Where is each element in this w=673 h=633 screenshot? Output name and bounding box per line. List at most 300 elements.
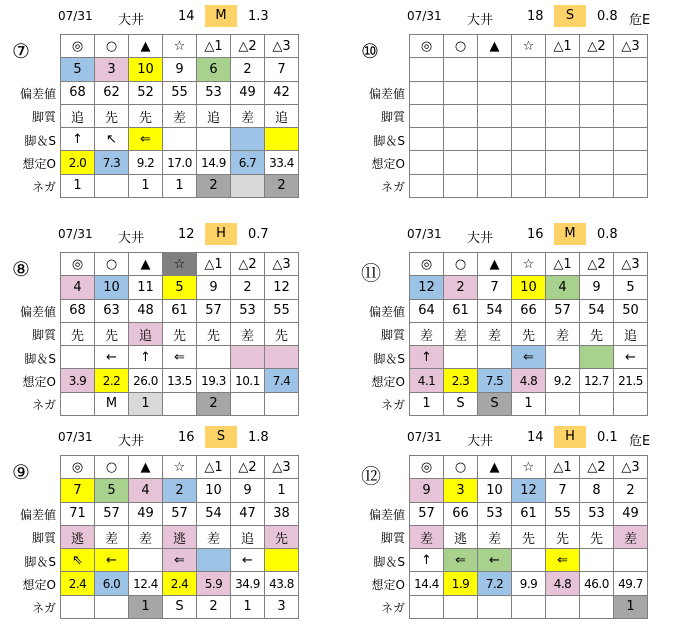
leg-speed-cell: ← <box>614 346 648 369</box>
race-header <box>349 222 673 246</box>
horse-number-row <box>61 58 299 81</box>
race-number: ⑩ <box>361 39 379 63</box>
deviation-cell: 57 <box>410 502 444 525</box>
odds-cell: 14.4 <box>410 572 444 595</box>
deviation-cell: 57 <box>163 502 197 525</box>
horse-number-cell: 5 <box>61 58 95 81</box>
row-label: 想定O <box>22 156 56 171</box>
running-style-cell: 差 <box>197 525 231 548</box>
horse-number-cell <box>512 58 546 81</box>
odds-row <box>410 369 648 392</box>
horse-number-cell: 2 <box>163 479 197 502</box>
deviation-cell: 53 <box>580 502 614 525</box>
deviation-cell: 55 <box>163 81 197 104</box>
race-number: ⑧ <box>12 257 30 281</box>
row-label: 脚質 <box>380 110 405 125</box>
negative-cell: 1 <box>163 174 197 197</box>
running-style-cell <box>546 104 580 127</box>
horse-number-cell: 2 <box>444 276 478 299</box>
odds-cell: 4.8 <box>512 369 546 392</box>
leg-speed-cell: ⇐ <box>163 549 197 572</box>
running-style-cell: 差 <box>444 322 478 345</box>
row-label: ネガ <box>380 180 405 195</box>
negative-cell <box>61 595 95 618</box>
odds-cell: 6.7 <box>231 151 265 174</box>
negative-cell <box>95 174 129 197</box>
leg-speed-cell <box>197 128 231 151</box>
odds-cell: 34.9 <box>231 572 265 595</box>
mark-cell: △1 <box>546 35 580 58</box>
negative-cell: 1 <box>129 392 163 415</box>
running-style-cell: 追 <box>614 322 648 345</box>
odds-cell: 13.5 <box>163 369 197 392</box>
deviation-cell: 49 <box>614 502 648 525</box>
leg-speed-cell <box>614 549 648 572</box>
mark-cell: △1 <box>546 456 580 479</box>
negative-cell: 3 <box>265 595 299 618</box>
mark-cell: ○ <box>444 253 478 276</box>
negative-cell <box>444 174 478 197</box>
deviation-cell: 68 <box>61 81 95 104</box>
deviation-row <box>410 81 648 104</box>
negative-cell <box>512 595 546 618</box>
leg-speed-cell <box>61 346 95 369</box>
race-track: 大井 <box>467 13 494 28</box>
leg-speed-cell <box>580 549 614 572</box>
leg-speed-cell <box>410 128 444 151</box>
running-style-cell: 先 <box>197 322 231 345</box>
odds-cell: 4.1 <box>410 369 444 392</box>
deviation-cell: 61 <box>163 299 197 322</box>
runner-count: 16 <box>178 430 195 445</box>
mark-cell: △3 <box>265 456 299 479</box>
negative-cell <box>580 392 614 415</box>
mark-row <box>410 35 648 58</box>
negative-cell <box>546 392 580 415</box>
horse-number-cell: 3 <box>444 479 478 502</box>
grade-value: 0.8 <box>597 227 618 242</box>
deviation-cell <box>478 81 512 104</box>
race-date: 07/31 <box>407 9 442 23</box>
deviation-cell: 47 <box>231 502 265 525</box>
mark-cell: △2 <box>231 253 265 276</box>
mark-cell: △1 <box>197 456 231 479</box>
row-label: ネガ <box>380 601 405 616</box>
row-label: ネガ <box>31 398 56 413</box>
deviation-cell: 54 <box>580 299 614 322</box>
mark-row <box>410 456 648 479</box>
deviation-cell: 50 <box>614 299 648 322</box>
running-style-cell: 先 <box>163 322 197 345</box>
row-labels <box>349 504 407 620</box>
row-label: 脚質 <box>380 328 405 343</box>
race-track: 大井 <box>118 231 145 246</box>
odds-cell: 49.7 <box>614 572 648 595</box>
mark-cell: ◎ <box>410 253 444 276</box>
negative-cell: 1 <box>512 392 546 415</box>
odds-cell: 2.4 <box>163 572 197 595</box>
negative-cell <box>163 392 197 415</box>
leg-speed-cell <box>444 346 478 369</box>
running-style-cell <box>444 104 478 127</box>
running-style-cell <box>478 104 512 127</box>
running-style-cell: 差 <box>410 525 444 548</box>
race-track: 大井 <box>118 13 145 28</box>
horse-number-cell: 2 <box>231 58 265 81</box>
deviation-cell: 71 <box>61 502 95 525</box>
row-label: 想定O <box>22 374 56 389</box>
running-style-cell <box>410 104 444 127</box>
odds-cell <box>614 151 648 174</box>
leg-speed-row <box>410 549 648 572</box>
running-style-cell: 追 <box>61 104 95 127</box>
deviation-cell: 66 <box>512 299 546 322</box>
mark-cell: ○ <box>95 456 129 479</box>
mark-cell: ○ <box>444 456 478 479</box>
horse-number-cell: 12 <box>265 276 299 299</box>
row-label: 脚＆S <box>24 554 56 569</box>
mark-cell: ☆ <box>512 456 546 479</box>
row-label: 想定O <box>371 374 405 389</box>
odds-cell: 12.7 <box>580 369 614 392</box>
odds-cell: 1.9 <box>444 572 478 595</box>
horse-number-cell: 1 <box>265 479 299 502</box>
odds-row <box>410 151 648 174</box>
deviation-cell: 55 <box>265 299 299 322</box>
odds-cell: 43.8 <box>265 572 299 595</box>
runner-count: 12 <box>178 227 195 242</box>
odds-cell <box>580 151 614 174</box>
race-header <box>0 425 336 449</box>
row-label: 偏差値 <box>19 87 56 101</box>
running-style-cell: 追 <box>197 104 231 127</box>
horse-number-cell: 12 <box>410 276 444 299</box>
odds-cell: 4.8 <box>546 572 580 595</box>
odds-cell: 26.0 <box>129 369 163 392</box>
leg-speed-cell <box>478 128 512 151</box>
negative-cell <box>231 392 265 415</box>
leg-speed-row <box>61 549 299 572</box>
mark-cell: ☆ <box>163 253 197 276</box>
negative-cell <box>546 174 580 197</box>
mark-row <box>61 456 299 479</box>
leg-speed-cell: ↑ <box>129 346 163 369</box>
deviation-row <box>61 502 299 525</box>
grade-value: 1.3 <box>248 9 269 24</box>
negative-cell <box>265 392 299 415</box>
mark-cell: ☆ <box>163 456 197 479</box>
negative-cell: 2 <box>197 595 231 618</box>
negative-cell <box>410 174 444 197</box>
running-style-cell: 先 <box>61 322 95 345</box>
odds-cell <box>546 151 580 174</box>
row-label: 偏差値 <box>19 305 56 319</box>
row-label: 脚＆S <box>24 351 56 366</box>
leg-speed-cell: ⇐ <box>129 128 163 151</box>
leg-speed-row <box>410 128 648 151</box>
row-label: 脚質 <box>31 328 56 343</box>
row-label: 脚質 <box>31 531 56 546</box>
leg-speed-cell: ⇐ <box>512 346 546 369</box>
odds-cell: 2.2 <box>95 369 129 392</box>
odds-cell: 46.0 <box>580 572 614 595</box>
leg-speed-cell: ← <box>95 346 129 369</box>
negative-row <box>61 174 299 197</box>
horse-number-cell: 9 <box>410 479 444 502</box>
mark-cell: △3 <box>265 253 299 276</box>
race-number: ⑨ <box>12 460 30 484</box>
odds-cell: 7.5 <box>478 369 512 392</box>
odds-cell: 17.0 <box>163 151 197 174</box>
running-style-row <box>61 104 299 127</box>
running-style-cell: 差 <box>478 525 512 548</box>
mark-cell: ◎ <box>410 35 444 58</box>
negative-cell <box>478 174 512 197</box>
leg-speed-cell <box>265 549 299 572</box>
race-grade: M <box>554 223 586 245</box>
running-style-cell: 先 <box>580 322 614 345</box>
odds-cell <box>478 151 512 174</box>
prediction-table <box>60 455 299 619</box>
deviation-cell: 62 <box>95 81 129 104</box>
horse-number-cell: 6 <box>197 58 231 81</box>
negative-cell: S <box>444 392 478 415</box>
leg-speed-row <box>410 346 648 369</box>
mark-row <box>61 253 299 276</box>
horse-number-cell: 7 <box>265 58 299 81</box>
running-style-cell: 先 <box>512 322 546 345</box>
mark-cell: △1 <box>197 35 231 58</box>
prediction-table <box>409 455 648 619</box>
race-date: 07/31 <box>407 430 442 444</box>
deviation-cell: 66 <box>444 502 478 525</box>
deviation-cell <box>580 81 614 104</box>
negative-cell: 1 <box>231 595 265 618</box>
negative-cell <box>231 174 265 197</box>
odds-cell: 9.2 <box>129 151 163 174</box>
row-label: 脚＆S <box>24 133 56 148</box>
leg-speed-cell <box>129 549 163 572</box>
running-style-row <box>61 322 299 345</box>
prediction-table <box>409 252 648 416</box>
horse-number-cell: 10 <box>197 479 231 502</box>
row-label: 偏差値 <box>368 305 405 319</box>
odds-cell <box>512 151 546 174</box>
prediction-table <box>60 34 299 198</box>
horse-number-cell <box>614 58 648 81</box>
race-header <box>349 425 673 449</box>
horse-number-cell <box>580 58 614 81</box>
horse-number-cell: 10 <box>129 58 163 81</box>
mark-cell: △2 <box>580 35 614 58</box>
leg-speed-cell <box>197 346 231 369</box>
row-label: ネガ <box>380 398 405 413</box>
deviation-cell: 57 <box>546 299 580 322</box>
horse-number-cell: 7 <box>61 479 95 502</box>
grade-value: 0.1 <box>597 430 618 445</box>
leg-speed-row <box>61 128 299 151</box>
mark-cell: △2 <box>580 456 614 479</box>
negative-cell <box>614 392 648 415</box>
running-style-cell: 差 <box>95 525 129 548</box>
horse-number-cell: 5 <box>163 276 197 299</box>
race-header <box>0 222 336 246</box>
leg-speed-cell: ↖ <box>95 128 129 151</box>
mark-cell: △2 <box>580 253 614 276</box>
leg-speed-cell <box>512 549 546 572</box>
horse-number-cell: 10 <box>95 276 129 299</box>
mark-row <box>410 253 648 276</box>
negative-cell <box>95 595 129 618</box>
running-style-cell: 先 <box>265 322 299 345</box>
odds-row <box>410 572 648 595</box>
odds-cell: 21.5 <box>614 369 648 392</box>
deviation-cell: 53 <box>197 81 231 104</box>
odds-cell: 3.9 <box>61 369 95 392</box>
horse-number-cell: 12 <box>512 479 546 502</box>
odds-cell: 9.9 <box>512 572 546 595</box>
negative-cell: 2 <box>197 392 231 415</box>
mark-cell: ◎ <box>61 253 95 276</box>
negative-cell: 2 <box>197 174 231 197</box>
deviation-cell <box>444 81 478 104</box>
leg-speed-cell: ⇐ <box>444 549 478 572</box>
negative-cell: 2 <box>265 174 299 197</box>
leg-speed-cell: ← <box>231 549 265 572</box>
deviation-row <box>410 299 648 322</box>
deviation-cell <box>410 81 444 104</box>
running-style-cell <box>580 104 614 127</box>
row-label: 脚＆S <box>373 554 405 569</box>
race-grade: M <box>205 5 237 27</box>
race-date: 07/31 <box>58 9 93 23</box>
deviation-cell: 48 <box>129 299 163 322</box>
leg-speed-cell <box>580 346 614 369</box>
race-grade: H <box>205 223 237 245</box>
running-style-cell: 逃 <box>163 525 197 548</box>
negative-cell <box>410 595 444 618</box>
deviation-cell: 54 <box>478 299 512 322</box>
odds-cell: 12.4 <box>129 572 163 595</box>
running-style-cell: 逃 <box>444 525 478 548</box>
deviation-cell: 49 <box>231 81 265 104</box>
leg-speed-cell <box>614 128 648 151</box>
horse-number-cell: 9 <box>163 58 197 81</box>
deviation-cell: 49 <box>129 502 163 525</box>
horse-number-cell <box>478 58 512 81</box>
deviation-cell <box>614 81 648 104</box>
odds-cell: 19.3 <box>197 369 231 392</box>
mark-cell: ○ <box>95 35 129 58</box>
negative-row <box>410 392 648 415</box>
negative-cell <box>478 595 512 618</box>
runner-count: 18 <box>527 9 544 24</box>
horse-number-cell: 5 <box>95 479 129 502</box>
deviation-row <box>410 502 648 525</box>
leg-speed-cell <box>546 128 580 151</box>
deviation-cell: 68 <box>61 299 95 322</box>
prediction-table <box>409 34 648 198</box>
mark-cell: ◎ <box>61 35 95 58</box>
running-style-cell: 先 <box>265 525 299 548</box>
deviation-cell: 64 <box>410 299 444 322</box>
leg-speed-cell: ↑ <box>61 128 95 151</box>
race-track: 大井 <box>467 231 494 246</box>
race-date: 07/31 <box>407 227 442 241</box>
deviation-cell: 57 <box>95 502 129 525</box>
deviation-cell: 52 <box>129 81 163 104</box>
running-style-cell: 先 <box>512 525 546 548</box>
odds-row <box>61 151 299 174</box>
row-label: 脚質 <box>380 531 405 546</box>
negative-cell: 1 <box>129 595 163 618</box>
mark-row <box>61 35 299 58</box>
odds-cell: 7.4 <box>265 369 299 392</box>
row-label: 想定O <box>371 156 405 171</box>
negative-row <box>410 174 648 197</box>
prediction-table <box>60 252 299 416</box>
horse-number-cell: 9 <box>197 276 231 299</box>
odds-cell: 14.9 <box>197 151 231 174</box>
leg-speed-cell <box>231 128 265 151</box>
negative-cell: M <box>95 392 129 415</box>
leg-speed-cell <box>444 128 478 151</box>
row-label: ネガ <box>31 180 56 195</box>
running-style-cell: 差 <box>546 322 580 345</box>
mark-cell: ○ <box>95 253 129 276</box>
negative-cell <box>61 392 95 415</box>
leg-speed-cell <box>546 346 580 369</box>
horse-number-row <box>61 276 299 299</box>
horse-number-cell: 3 <box>95 58 129 81</box>
running-style-cell: 差 <box>231 322 265 345</box>
negative-row <box>410 595 648 618</box>
leg-speed-cell: ↑ <box>410 346 444 369</box>
deviation-cell: 55 <box>546 502 580 525</box>
leg-speed-cell <box>231 346 265 369</box>
race-number: ⑫ <box>361 464 381 488</box>
mark-cell: △3 <box>265 35 299 58</box>
leg-speed-cell <box>265 128 299 151</box>
running-style-cell: 先 <box>95 322 129 345</box>
horse-number-cell: 9 <box>231 479 265 502</box>
mark-cell: ☆ <box>163 35 197 58</box>
deviation-cell: 38 <box>265 502 299 525</box>
running-style-cell: 追 <box>231 525 265 548</box>
running-style-cell: 先 <box>129 104 163 127</box>
race-track: 大井 <box>118 434 145 449</box>
mark-cell: ▲ <box>478 35 512 58</box>
negative-row <box>61 392 299 415</box>
mark-cell: △2 <box>231 456 265 479</box>
running-style-cell: 先 <box>546 525 580 548</box>
running-style-row <box>61 525 299 548</box>
mark-cell: ▲ <box>478 253 512 276</box>
running-style-cell <box>614 104 648 127</box>
row-labels <box>349 301 407 417</box>
deviation-cell: 42 <box>265 81 299 104</box>
running-style-cell: 差 <box>478 322 512 345</box>
leg-speed-cell: ⇐ <box>546 549 580 572</box>
mark-cell: ○ <box>444 35 478 58</box>
row-labels <box>349 83 407 199</box>
mark-cell: ▲ <box>129 456 163 479</box>
negative-cell <box>580 595 614 618</box>
leg-speed-cell: ↑ <box>410 549 444 572</box>
odds-cell: 33.4 <box>265 151 299 174</box>
race-grade: H <box>554 426 586 448</box>
horse-number-row <box>410 276 648 299</box>
